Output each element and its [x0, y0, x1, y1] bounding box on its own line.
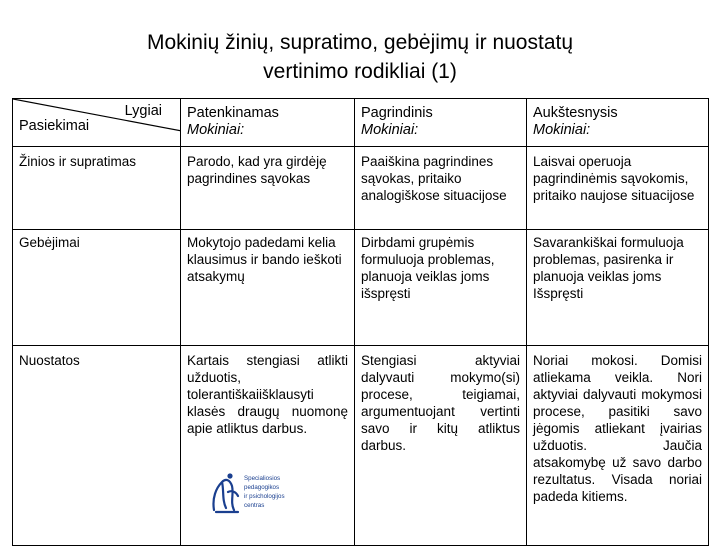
column-header-satisfactory [181, 99, 355, 147]
table-cell: Paaiškina pagrindines sąvokas, pritaiko analogiškose situacijose [355, 147, 527, 230]
assessment-table [12, 98, 709, 546]
column-sub: Mokiniai: [361, 122, 419, 138]
header-row [13, 99, 709, 147]
achievements-label: Pasiekimai [19, 118, 90, 134]
column-name: Patenkinamas [187, 105, 279, 121]
table-cell: Laisvai operuoja pagrindinėmis sąvokomis, pritaiko naujose situacijose [527, 147, 709, 230]
title-line-2: vertinimo rodikliai (1) [263, 60, 457, 83]
table-cell: Noriai mokosi. Domisi atliekama veikla. Nori aktyviai dalyvauti mokymosi procese, pasitiki savo jėgomis atliekant įvairias užduotis. Jaučia atsakomybę už savo darbo rezultatus. Visada noriai padeda kitiems. [527, 346, 709, 546]
table-cell: Savarankiškai formuluoja problemas, pasirenka ir planuoja veiklas joms Išspręsti [527, 230, 709, 346]
logo-mark [213, 473, 238, 512]
column-sub: Mokiniai: [533, 122, 591, 138]
row-label: Nuostatos [13, 346, 181, 546]
logo-figure [213, 480, 238, 512]
logo-text-line-3: ir psichologijos [244, 493, 285, 500]
table-cell: Dirbdami grupėmis formuluoja problemas, planuoja veiklas joms išspręsti [355, 230, 527, 346]
logo-text-line-4: centras [244, 502, 265, 509]
centre-logo [208, 468, 298, 522]
column-name: Pagrindinis [361, 105, 433, 121]
row-label: Gebėjimai [13, 230, 181, 346]
table-row [13, 147, 709, 230]
corner-cell [13, 99, 181, 147]
levels-label: Lygiai [124, 103, 162, 119]
table-cell: Kartais stengiasi atlikti užduotis, tolerantiškaiišklausyti klasės draugų nuomonę apie atliktus darbus. [181, 346, 355, 546]
logo-text-line-2: pedagogikos [244, 484, 280, 491]
table-cell: Parodo, kad yra girdėję pagrindines sąvokas [181, 147, 355, 230]
table-cell: Mokytojo padedami kelia klausimus ir bando ieškoti atsakymų [181, 230, 355, 346]
table-cell: Stengiasi aktyviai dalyvauti mokymo(si) procese, teigiamai, argumentuojant vertinti savo ir kitų atliktus darbus. [355, 346, 527, 546]
title-line-1: Mokinių žinių, supratimo, gebėjimų ir nuostatų [146, 31, 574, 54]
table-row [13, 346, 709, 546]
table-row [13, 230, 709, 346]
logo-text-line-1: Specialiosios [244, 475, 281, 482]
row-label: Žinios ir supratimas [13, 147, 181, 230]
column-header-advanced [527, 99, 709, 147]
column-name: Aukštesnysis [533, 105, 618, 121]
logo-dot [227, 473, 232, 478]
column-sub: Mokiniai: [187, 122, 245, 138]
page-title [0, 28, 720, 86]
column-header-basic [355, 99, 527, 147]
